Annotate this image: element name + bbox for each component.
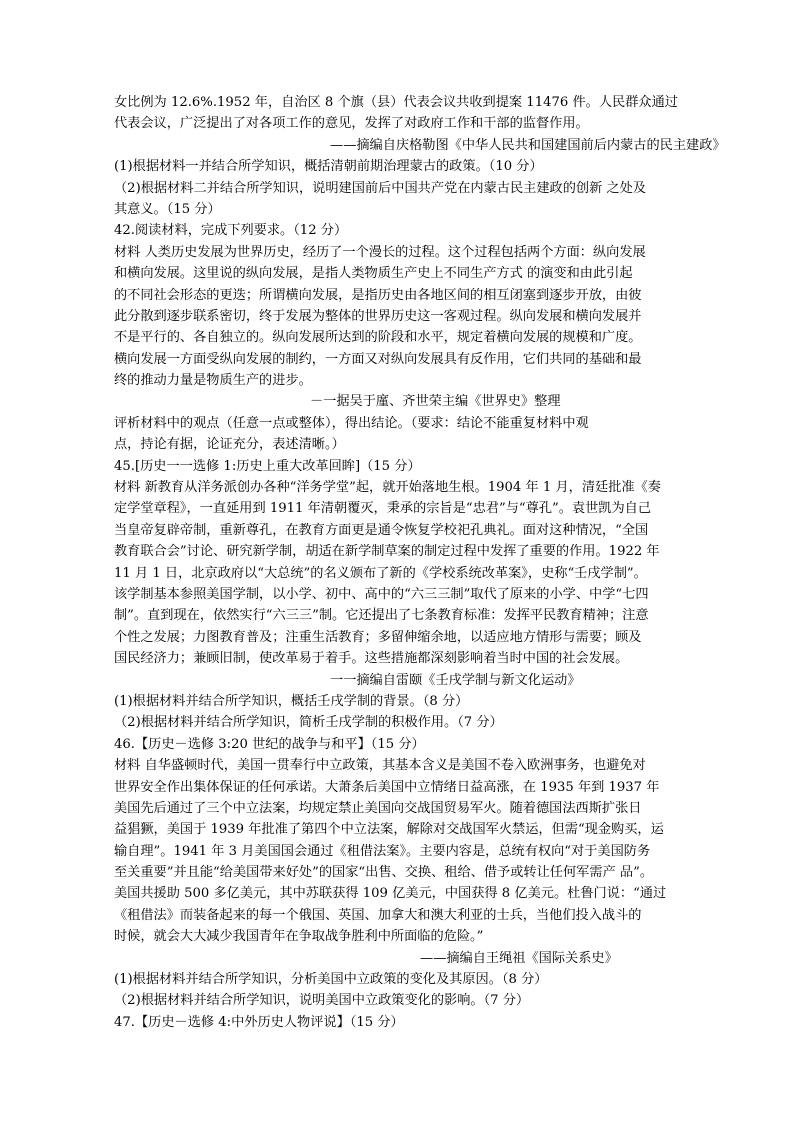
text-line: 终的推动力量是物质生产的进步。 bbox=[114, 373, 312, 389]
question-heading: 46.【历史－选修 3:20 世纪的战争与和平】（15 分） bbox=[114, 736, 425, 752]
text-line: 女比例为 12.6%.1952 年，自治区 8 个旗（县）代表会议共收到提案 11476 件。人民群众通过 bbox=[114, 95, 678, 110]
text-line: 和横向发展。这里说的纵向发展，是指人类物质生产史上不同生产方式 的演变和由此引起 bbox=[114, 266, 633, 282]
question-item: （2)根据材料二并结合所学知识，说明建国前后中国共产党在内蒙古民主建政的创新 之处及 bbox=[114, 180, 647, 196]
text-line: 世界安全作出集体保证的任何承诺。大萧条后美国中立情绪日益高涨，在 1935 年到 1937 年 bbox=[114, 779, 660, 795]
text-line: 国民经济力；兼顾旧制，使改革易于着手。这些措施都深刻影响着当时中国的社会发展。 bbox=[114, 651, 629, 667]
text-line: 当皇帝复辟帝制，重新尊孔，在教育方面更是通令恢复学校祀孔典礼。面对这种情况，“全国 bbox=[114, 522, 649, 538]
text-line: 至关重要”并且能“给美国带来好处”的国家“出售、交换、租给、借予或转让任何军需产 品”。 bbox=[114, 865, 654, 881]
text-line: 材料 自华盛顿时代，美国一贯奉行中立政策，其基本含义是美国不卷入欧洲事务，也避免对 bbox=[114, 758, 646, 774]
text-line: 输自理”。1941 年 3 月美国国会通过《租借法案》。主要内容是，总统有权向“对于美国防务 bbox=[114, 843, 651, 859]
question-heading: 45.[历史一一选修 1:历史上重大改革回眸]（15 分） bbox=[114, 458, 421, 474]
question-item: (1)根据材料并结合所学知识，概括壬戌学制的背景。（8 分） bbox=[114, 693, 469, 709]
source-citation: 一一摘编自雷颐《壬戌学制与新文化运动》 bbox=[330, 672, 581, 688]
text-line: 不是平行的、各自独立的。纵向发展所达到的阶段和水平，规定着横向发展的规模和广度。 bbox=[114, 330, 642, 346]
text-line: 时候，就会大大减少我国青年在争取战争胜利中所面临的危险。” bbox=[114, 929, 484, 945]
question-heading: 42.阅读材料，完成下列要求。（12 分） bbox=[114, 223, 348, 239]
source-citation: ——摘编自王绳祖《国际关系史》 bbox=[420, 950, 618, 966]
text-line: 评析材料中的观点（任意一点或整体），得出结论。（要求：结论不能重复材料中观 bbox=[114, 415, 589, 431]
text-line: 美国先后通过了三个中立法案，均规定禁止美国向交战国贸易军火。随着德国法西斯扩张日 bbox=[114, 800, 642, 816]
question-item: (1)根据材料一并结合所学知识，概括清朝前期治理蒙古的政策。（10 分） bbox=[114, 159, 543, 175]
text-line: 制”。直到现在，依然实行“六三三”制。它还提出了七条教育标准：发挥平民教育精神；注意 bbox=[114, 608, 649, 624]
text-line: 教育联合会”讨论、研究新学制，胡适在新学制草案的制定过程中发挥了重要的作用。1922 年 bbox=[114, 544, 660, 560]
document-page bbox=[114, 92, 726, 1033]
text-line: 《租借法》而装备起来的每一个俄国、英国、加拿大和澳大利亚的士兵，当他们投入战斗的 bbox=[114, 907, 642, 923]
source-citation: ——摘编自庆格勒图《中华人民共和国建国前后内蒙古的民主建政》 bbox=[330, 137, 726, 153]
question-heading: 47.【历史－选修 4:中外历史人物评说】（15 分） bbox=[114, 1014, 404, 1030]
text-line: 横向发展一方面受纵向发展的制约，一方面又对纵向发展具有反作用，它们共同的基础和最 bbox=[114, 351, 642, 367]
question-item: （2)根据材料并结合所学知识，说明美国中立政策变化的影响。（7 分） bbox=[114, 993, 530, 1009]
text-line: 其意义。（15 分） bbox=[114, 201, 221, 217]
question-item: （2)根据材料并结合所学知识，简析壬戌学制的积极作用。（7 分） bbox=[114, 715, 503, 731]
text-line: 个性之发展；力图教育普及；注重生活教育；多留伸缩余地，以适应地方情形与需要；顾及 bbox=[114, 629, 642, 645]
text-line: 的不同社会形态的更迭；所谓横向发展，是指历史由各地区间的相互闭塞到逐步开放，由彼 bbox=[114, 287, 642, 303]
text-line: 11 月 1 日，北京政府以“大总统”的名义颁布了新的《学校系统改革案》，史称“壬戌学制”。 bbox=[114, 565, 647, 581]
source-citation: －一据吴于廑、齐世荣主编《世界史》整理 bbox=[310, 394, 561, 410]
text-line: 材料 新教育从洋务派创办各种“洋务学堂”起，就开始落地生根。1904 年 1 月，清廷批准《奏 bbox=[114, 480, 661, 496]
text-line: 该学制基本参照美国学制，以小学、初中、高中的“六三三制”取代了原来的小学、中学“七四 bbox=[114, 586, 649, 602]
text-line: 益猖獗，美国于 1939 年批准了第四个中立法案，解除对交战国军火禁运，但需“现金购买，运 bbox=[114, 822, 664, 838]
text-line: 此分散到逐步联系密切，终于发展为整体的世界历史这一客观过程。纵向发展和横向发展并 bbox=[114, 308, 642, 324]
text-line: 代表会议，广泛提出了对各项工作的意见，发挥了对政府工作和干部的监督作用。 bbox=[114, 116, 589, 132]
text-line: 定学堂章程》，一直延用到 1911 年清朝覆灭，秉承的宗旨是“忠君”与“尊孔”。袁世凯为自己 bbox=[114, 501, 652, 517]
text-line: 材料 人类历史发展为世界历史，经历了一个漫长的过程。这个过程包括两个方面：纵向发展 bbox=[114, 244, 646, 260]
text-line: 美国共援助 500 多亿美元，其中苏联获得 109 亿美元，中国获得 8 亿美元。杜鲁门说：“通过 bbox=[114, 886, 667, 902]
question-item: (1)根据材料并结合所学知识，分析美国中立政策的变化及其原因。（8 分） bbox=[114, 972, 548, 988]
text-line: 点，持论有据，论证充分，表述清晰。） bbox=[114, 437, 345, 453]
